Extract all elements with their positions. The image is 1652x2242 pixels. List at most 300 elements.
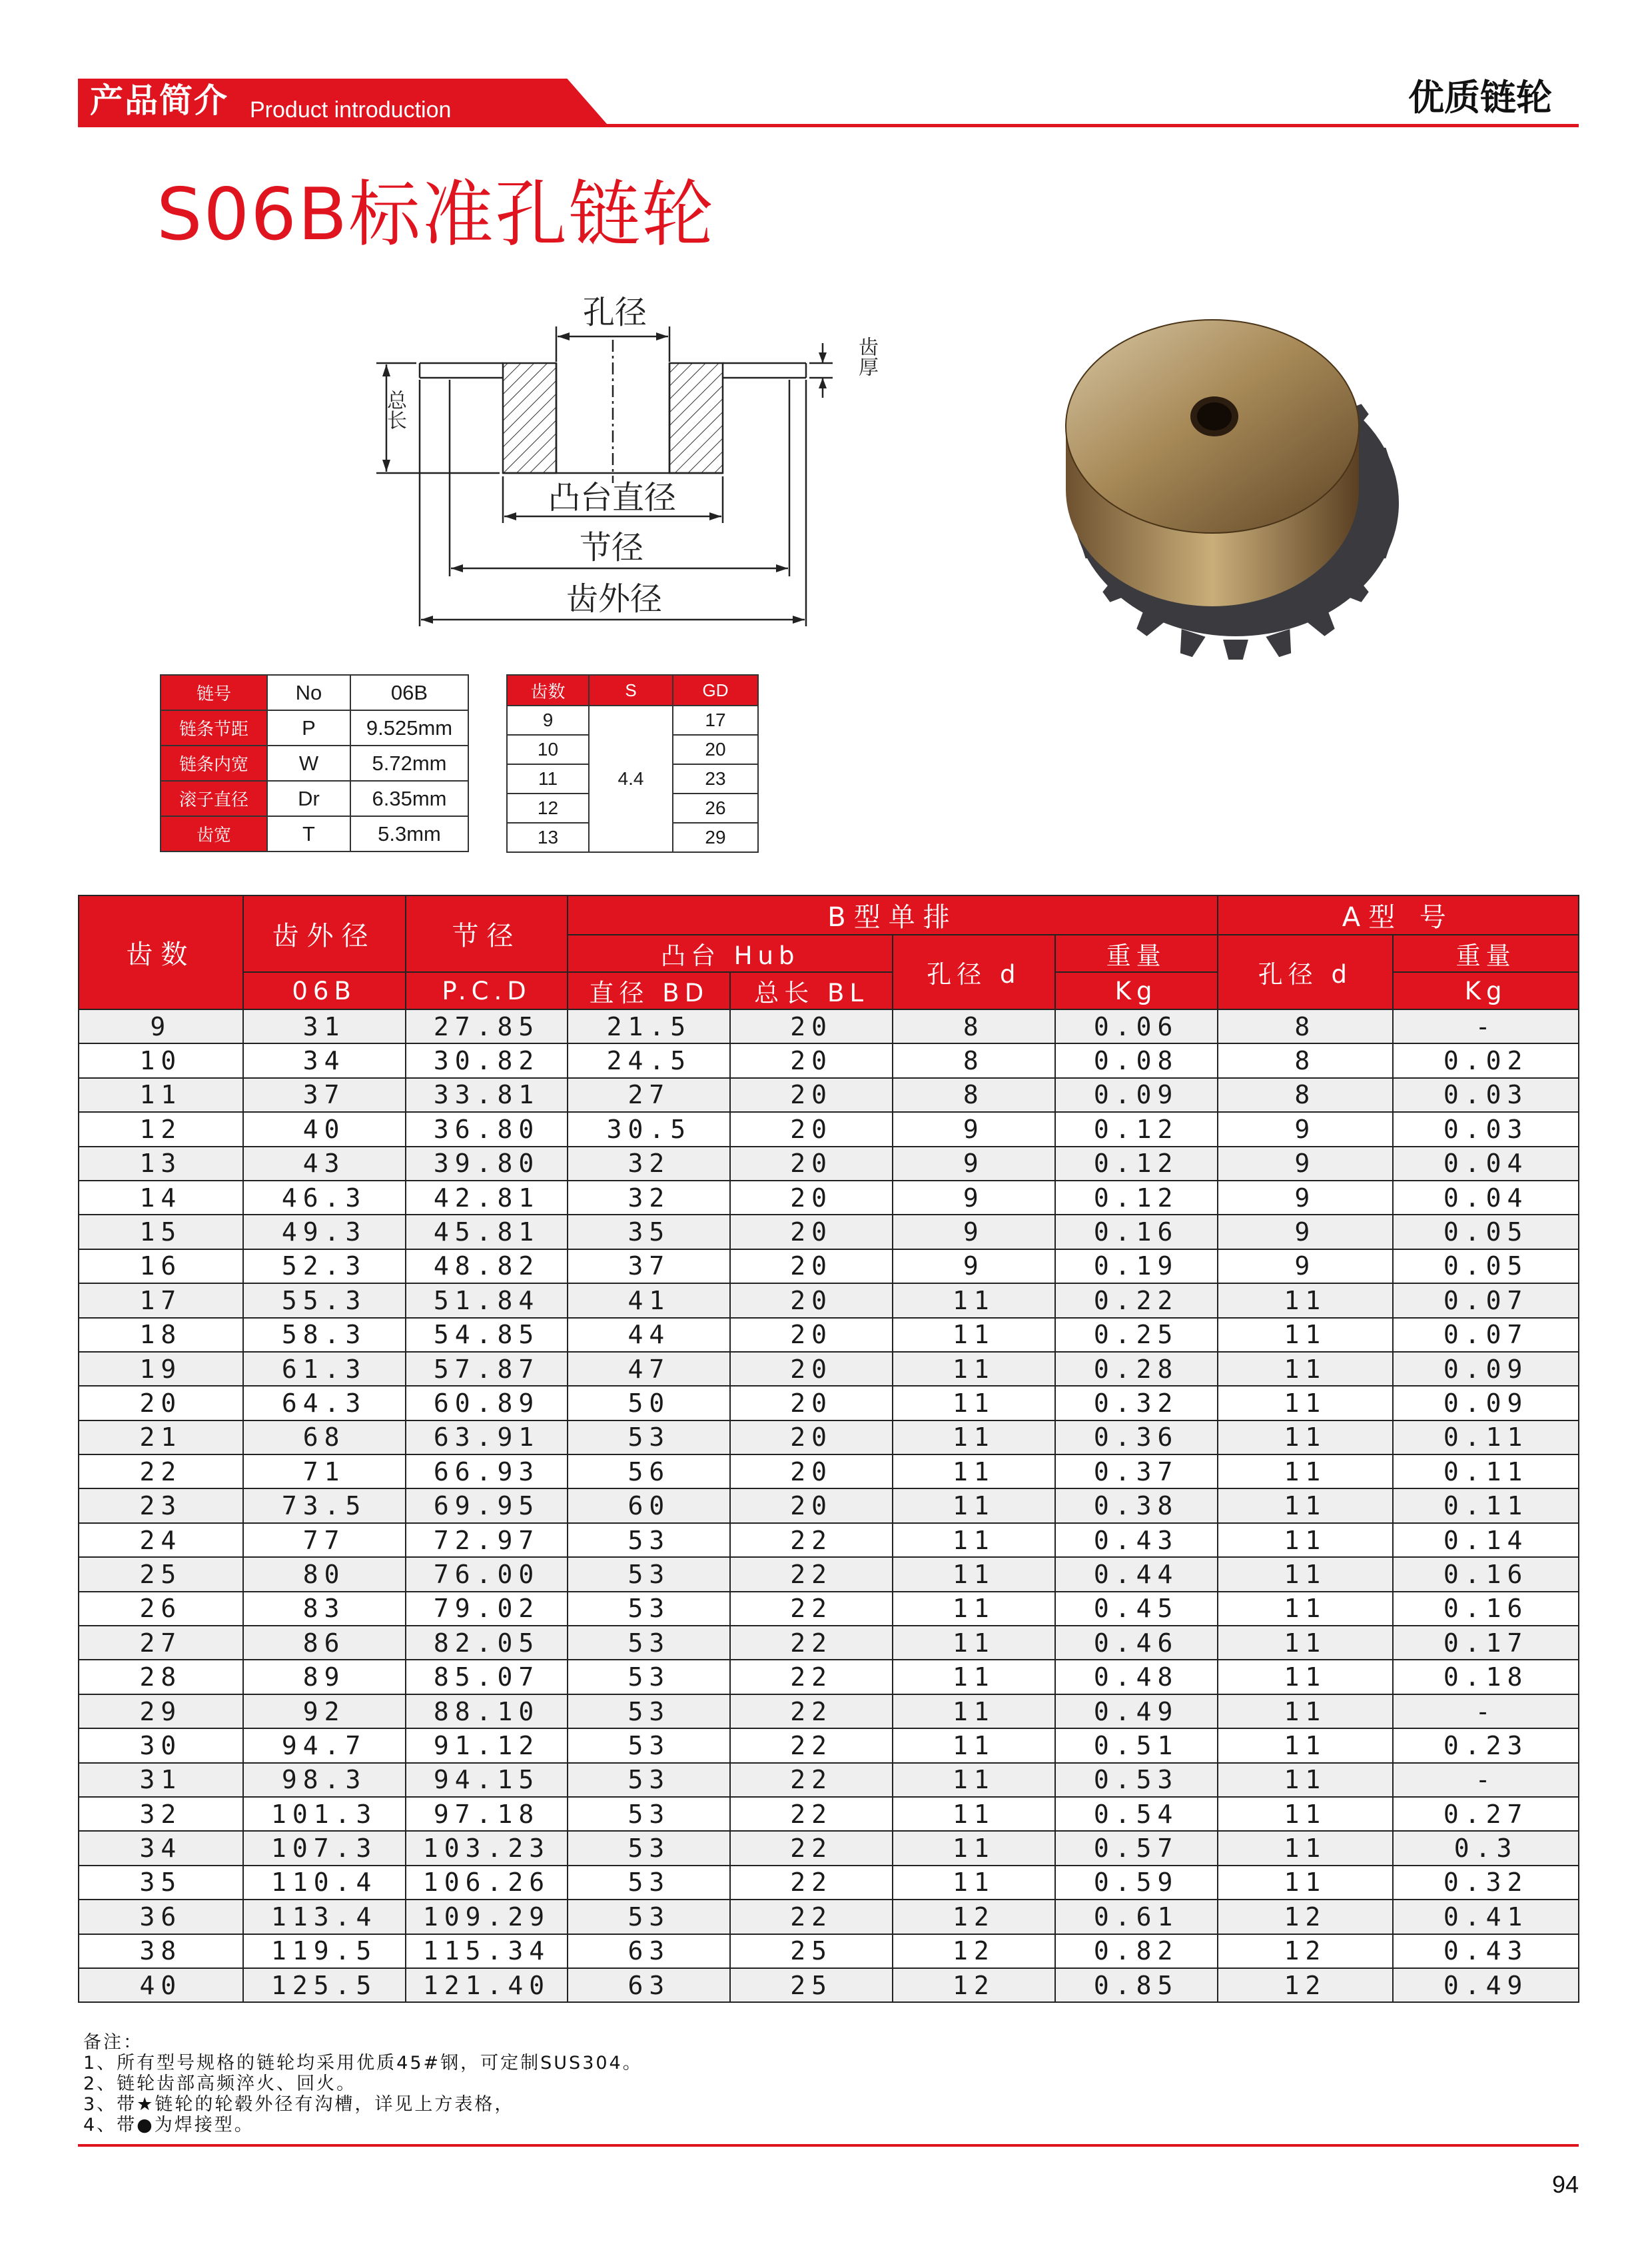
col-gd: GD (673, 675, 758, 706)
cell-hub-bd: 53 (568, 1797, 730, 1831)
cell-hub-bd: 63 (568, 1968, 730, 2002)
cell-hub-bl: 20 (730, 1454, 893, 1488)
cell-bore: 12 (893, 1968, 1055, 2002)
cell-a-weight: 0.11 (1393, 1454, 1579, 1488)
cell-a-bore: 11 (1218, 1557, 1394, 1591)
note-item: 2、链轮齿部高频淬火、回火。 (83, 2073, 357, 2094)
cell-hub-bl: 22 (730, 1557, 893, 1591)
cell-outer-diameter: 89 (243, 1660, 406, 1694)
cell-a-bore: 8 (1218, 1043, 1394, 1077)
cell-teeth: 20 (79, 1386, 243, 1420)
spec-row (161, 781, 468, 816)
cell-hub-bl: 20 (730, 1181, 893, 1215)
cell-a-weight: 0.07 (1393, 1318, 1579, 1352)
cell-weight: 0.46 (1055, 1626, 1218, 1660)
spec-row (161, 816, 468, 851)
cell-bore: 11 (893, 1557, 1055, 1591)
table-row (79, 1968, 1579, 2002)
cell-a-bore: 9 (1218, 1147, 1394, 1181)
groove-teeth: 13 (507, 823, 589, 852)
cell-bore: 11 (893, 1386, 1055, 1420)
cell-weight: 0.49 (1055, 1694, 1218, 1728)
table-row (79, 1454, 1579, 1488)
cell-pcd: 27.85 (406, 1009, 568, 1043)
table-row (79, 1420, 1579, 1454)
table-row (79, 1078, 1579, 1112)
cell-teeth: 25 (79, 1557, 243, 1591)
cell-weight: 0.45 (1055, 1592, 1218, 1626)
cell-hub-bd: 53 (568, 1592, 730, 1626)
cell-hub-bd: 30.5 (568, 1112, 730, 1146)
th-outer-diameter: 齿外径 (243, 895, 406, 972)
spec-value: 5.72mm (350, 746, 468, 781)
cell-a-weight: 0.18 (1393, 1660, 1579, 1694)
label-bore: 孔径 (583, 294, 647, 331)
cell-bore: 9 (893, 1215, 1055, 1249)
cell-hub-bd: 53 (568, 1557, 730, 1591)
cell-teeth: 31 (79, 1763, 243, 1797)
cell-pcd: 103.23 (406, 1831, 568, 1865)
cell-a-weight: 0.16 (1393, 1592, 1579, 1626)
th-a-weight-unit: Kg (1393, 972, 1579, 1009)
cell-hub-bd: 44 (568, 1318, 730, 1352)
cell-bore: 11 (893, 1694, 1055, 1728)
footer-rule (78, 2144, 1579, 2147)
cell-a-bore: 11 (1218, 1728, 1394, 1762)
cell-hub-bl: 20 (730, 1488, 893, 1522)
cell-hub-bd: 56 (568, 1454, 730, 1488)
cell-a-bore: 11 (1218, 1386, 1394, 1420)
sprocket-table-body (79, 1009, 1579, 2002)
cell-outer-diameter: 49.3 (243, 1215, 406, 1249)
cell-a-weight: 0.03 (1393, 1078, 1579, 1112)
th-a-bore: 孔径 d (1218, 935, 1394, 1009)
groove-teeth: 12 (507, 794, 589, 823)
notes (83, 2032, 643, 2135)
table-row (79, 1318, 1579, 1352)
table-row (79, 1900, 1579, 1934)
cell-hub-bd: 53 (568, 1728, 730, 1762)
spec-label: 链号 (161, 675, 267, 710)
cell-a-bore: 11 (1218, 1831, 1394, 1865)
groove-table-header (507, 675, 758, 706)
cell-teeth: 26 (79, 1592, 243, 1626)
cell-bore: 9 (893, 1112, 1055, 1146)
cell-teeth: 40 (79, 1968, 243, 2002)
cell-a-weight: 0.09 (1393, 1386, 1579, 1420)
cell-bore: 11 (893, 1523, 1055, 1557)
cell-hub-bl: 20 (730, 1078, 893, 1112)
cell-hub-bd: 21.5 (568, 1009, 730, 1043)
cell-teeth: 19 (79, 1352, 243, 1386)
cell-pcd: 54.85 (406, 1318, 568, 1352)
groove-gd: 20 (673, 735, 758, 764)
cell-a-weight: 0.03 (1393, 1112, 1579, 1146)
table-row (79, 1043, 1579, 1077)
cell-weight: 0.09 (1055, 1078, 1218, 1112)
cell-bore: 8 (893, 1043, 1055, 1077)
cell-weight: 0.48 (1055, 1660, 1218, 1694)
cell-bore: 11 (893, 1763, 1055, 1797)
th-hub: 凸台 Hub (568, 935, 893, 972)
cell-a-weight: 0.09 (1393, 1352, 1579, 1386)
table-row (79, 1626, 1579, 1660)
cell-pcd: 115.34 (406, 1934, 568, 1968)
cell-teeth: 23 (79, 1488, 243, 1522)
cell-pcd: 82.05 (406, 1626, 568, 1660)
cell-outer-diameter: 107.3 (243, 1831, 406, 1865)
cell-hub-bd: 60 (568, 1488, 730, 1522)
cell-a-bore: 9 (1218, 1112, 1394, 1146)
cell-a-bore: 11 (1218, 1866, 1394, 1900)
cell-pcd: 106.26 (406, 1866, 568, 1900)
cell-teeth: 38 (79, 1934, 243, 1968)
cell-teeth: 27 (79, 1626, 243, 1660)
cell-a-weight: - (1393, 1694, 1579, 1728)
spec-symbol: T (267, 816, 350, 851)
table-row (79, 1557, 1579, 1591)
label-tooth-thickness: 齿厚 (855, 336, 878, 376)
groove-gd: 23 (673, 764, 758, 794)
header-rule (78, 124, 1579, 127)
cell-a-bore: 11 (1218, 1454, 1394, 1488)
cell-hub-bl: 22 (730, 1900, 893, 1934)
cell-hub-bd: 47 (568, 1352, 730, 1386)
cell-teeth: 34 (79, 1831, 243, 1865)
cell-weight: 0.85 (1055, 1968, 1218, 2002)
spec-symbol: W (267, 746, 350, 781)
cell-teeth: 36 (79, 1900, 243, 1934)
cell-hub-bd: 53 (568, 1763, 730, 1797)
table-row (79, 1181, 1579, 1215)
cell-teeth: 17 (79, 1283, 243, 1317)
cell-hub-bd: 63 (568, 1934, 730, 1968)
th-pitch-diameter: 节径 (406, 895, 568, 972)
table-row (79, 1112, 1579, 1146)
cell-weight: 0.38 (1055, 1488, 1218, 1522)
table-row (79, 1283, 1579, 1317)
brand-title: 优质链轮 (1408, 77, 1552, 119)
cell-weight: 0.51 (1055, 1728, 1218, 1762)
cell-teeth: 30 (79, 1728, 243, 1762)
cell-bore: 9 (893, 1249, 1055, 1283)
cell-bore: 11 (893, 1352, 1055, 1386)
cell-pcd: 51.84 (406, 1283, 568, 1317)
cell-teeth: 12 (79, 1112, 243, 1146)
table-row (79, 1488, 1579, 1522)
cell-weight: 0.19 (1055, 1249, 1218, 1283)
cell-a-bore: 9 (1218, 1181, 1394, 1215)
spec-value: 06B (350, 675, 468, 710)
cell-bore: 9 (893, 1181, 1055, 1215)
cell-weight: 0.28 (1055, 1352, 1218, 1386)
note-item: 3、带★链轮的轮毂外径有沟槽，详见上方表格， (83, 2094, 515, 2115)
cell-a-bore: 11 (1218, 1283, 1394, 1317)
th-pitch-sub: P.C.D (406, 972, 568, 1009)
th-a-weight: 重量 (1393, 935, 1579, 972)
cell-a-bore: 11 (1218, 1420, 1394, 1454)
cell-teeth: 14 (79, 1181, 243, 1215)
table-row (79, 1763, 1579, 1797)
cell-bore: 12 (893, 1900, 1055, 1934)
table-row (79, 1147, 1579, 1181)
cell-hub-bl: 22 (730, 1626, 893, 1660)
th-bd: 直径 BD (568, 972, 730, 1009)
cell-bore: 8 (893, 1009, 1055, 1043)
cell-teeth: 13 (79, 1147, 243, 1181)
cell-bore: 11 (893, 1797, 1055, 1831)
spec-value: 6.35mm (350, 781, 468, 816)
notes-heading: 备注： (83, 2032, 143, 2053)
cell-hub-bl: 20 (730, 1420, 893, 1454)
cell-bore: 8 (893, 1078, 1055, 1112)
cell-a-bore: 11 (1218, 1523, 1394, 1557)
cell-hub-bl: 20 (730, 1009, 893, 1043)
cell-a-bore: 12 (1218, 1934, 1394, 1968)
cell-outer-diameter: 125.5 (243, 1968, 406, 2002)
cell-weight: 0.12 (1055, 1112, 1218, 1146)
spec-row (161, 675, 468, 710)
page-title: S06B标准孔链轮 (157, 173, 715, 257)
cell-pcd: 66.93 (406, 1454, 568, 1488)
label-total-length: 总长 (383, 390, 406, 430)
cell-pcd: 39.80 (406, 1147, 568, 1181)
cell-pcd: 76.00 (406, 1557, 568, 1591)
cell-outer-diameter: 110.4 (243, 1866, 406, 1900)
cell-a-weight: 0.07 (1393, 1283, 1579, 1317)
cell-outer-diameter: 86 (243, 1626, 406, 1660)
cell-bore: 12 (893, 1934, 1055, 1968)
table-row (79, 1660, 1579, 1694)
table-row (79, 1215, 1579, 1249)
cell-a-bore: 8 (1218, 1009, 1394, 1043)
page-number: 94 (1551, 2171, 1579, 2198)
groove-teeth: 9 (507, 706, 589, 735)
cell-outer-diameter: 92 (243, 1694, 406, 1728)
cell-a-weight: - (1393, 1009, 1579, 1043)
th-outer-sub: 06B (243, 972, 406, 1009)
cell-a-bore: 11 (1218, 1694, 1394, 1728)
cell-a-bore: 9 (1218, 1215, 1394, 1249)
cell-outer-diameter: 98.3 (243, 1763, 406, 1797)
cell-teeth: 28 (79, 1660, 243, 1694)
cell-hub-bl: 20 (730, 1249, 893, 1283)
cell-hub-bl: 20 (730, 1386, 893, 1420)
label-hub-diameter: 凸台直径 (548, 479, 677, 516)
cell-weight: 0.43 (1055, 1523, 1218, 1557)
cell-a-weight: 0.11 (1393, 1420, 1579, 1454)
groove-teeth: 11 (507, 764, 589, 794)
cell-outer-diameter: 80 (243, 1557, 406, 1591)
cell-weight: 0.53 (1055, 1763, 1218, 1797)
cell-a-weight: 0.41 (1393, 1900, 1579, 1934)
cell-bore: 11 (893, 1318, 1055, 1352)
cell-pcd: 109.29 (406, 1900, 568, 1934)
cell-outer-diameter: 94.7 (243, 1728, 406, 1762)
cell-a-weight: 0.49 (1393, 1968, 1579, 2002)
cell-teeth: 29 (79, 1694, 243, 1728)
cell-hub-bd: 50 (568, 1386, 730, 1420)
cell-a-weight: 0.32 (1393, 1866, 1579, 1900)
cell-pcd: 45.81 (406, 1215, 568, 1249)
cell-hub-bl: 20 (730, 1283, 893, 1317)
spec-label: 齿宽 (161, 816, 267, 851)
sprocket-drawing (363, 283, 903, 650)
table-row (79, 1386, 1579, 1420)
cell-bore: 11 (893, 1420, 1055, 1454)
cell-teeth: 15 (79, 1215, 243, 1249)
cell-a-weight: 0.14 (1393, 1523, 1579, 1557)
th-teeth: 齿数 (79, 895, 243, 1009)
cell-teeth: 11 (79, 1078, 243, 1112)
table-row (79, 1592, 1579, 1626)
sprocket-spec-table (78, 895, 1579, 2003)
groove-gd: 17 (673, 706, 758, 735)
cell-weight: 0.61 (1055, 1900, 1218, 1934)
cell-weight: 0.37 (1055, 1454, 1218, 1488)
cell-a-bore: 11 (1218, 1797, 1394, 1831)
cell-hub-bl: 22 (730, 1866, 893, 1900)
cell-a-weight: 0.43 (1393, 1934, 1579, 1968)
cell-outer-diameter: 31 (243, 1009, 406, 1043)
cell-bore: 11 (893, 1831, 1055, 1865)
spec-symbol: Dr (267, 781, 350, 816)
section-title-cn: 产品简介 (90, 81, 228, 120)
spec-label: 链条节距 (161, 710, 267, 746)
cell-outer-diameter: 34 (243, 1043, 406, 1077)
spec-row (161, 746, 468, 781)
cell-a-weight: 0.05 (1393, 1215, 1579, 1249)
groove-s-value: 4.4 (589, 706, 673, 852)
cell-pcd: 33.81 (406, 1078, 568, 1112)
cell-bore: 11 (893, 1660, 1055, 1694)
cell-a-weight: 0.23 (1393, 1728, 1579, 1762)
table-row (79, 1694, 1579, 1728)
cell-a-bore: 9 (1218, 1249, 1394, 1283)
cell-hub-bl: 20 (730, 1147, 893, 1181)
note-item: 1、所有型号规格的链轮均采用优质45#钢，可定制SUS304。 (83, 2053, 643, 2073)
cell-hub-bd: 35 (568, 1215, 730, 1249)
cell-hub-bd: 53 (568, 1523, 730, 1557)
table-row (79, 1009, 1579, 1043)
spec-symbol: No (267, 675, 350, 710)
cell-pcd: 121.40 (406, 1968, 568, 2002)
cell-hub-bl: 25 (730, 1934, 893, 1968)
cell-hub-bl: 20 (730, 1352, 893, 1386)
cell-hub-bd: 53 (568, 1660, 730, 1694)
th-b-type: B型单排 (568, 895, 1217, 935)
cell-bore: 11 (893, 1866, 1055, 1900)
cell-hub-bd: 37 (568, 1249, 730, 1283)
cell-outer-diameter: 37 (243, 1078, 406, 1112)
cell-teeth: 10 (79, 1043, 243, 1077)
cell-hub-bd: 27 (568, 1078, 730, 1112)
cell-weight: 0.82 (1055, 1934, 1218, 1968)
cell-a-weight: 0.04 (1393, 1147, 1579, 1181)
groove-table (506, 674, 759, 853)
cell-pcd: 85.07 (406, 1660, 568, 1694)
spec-symbol: P (267, 710, 350, 746)
cell-a-bore: 8 (1218, 1078, 1394, 1112)
cell-outer-diameter: 61.3 (243, 1352, 406, 1386)
groove-teeth: 10 (507, 735, 589, 764)
cell-pcd: 48.82 (406, 1249, 568, 1283)
cell-pcd: 88.10 (406, 1694, 568, 1728)
cell-teeth: 22 (79, 1454, 243, 1488)
cell-hub-bl: 22 (730, 1797, 893, 1831)
cell-weight: 0.44 (1055, 1557, 1218, 1591)
section-title-en: Product introduction (250, 97, 452, 123)
cell-weight: 0.36 (1055, 1420, 1218, 1454)
cell-pcd: 91.12 (406, 1728, 568, 1762)
cell-hub-bd: 53 (568, 1866, 730, 1900)
cell-hub-bd: 32 (568, 1147, 730, 1181)
cell-teeth: 21 (79, 1420, 243, 1454)
spec-value: 5.3mm (350, 816, 468, 851)
cell-a-bore: 11 (1218, 1488, 1394, 1522)
cell-weight: 0.06 (1055, 1009, 1218, 1043)
cell-hub-bl: 25 (730, 1968, 893, 2002)
table-row (79, 1866, 1579, 1900)
groove-gd: 26 (673, 794, 758, 823)
cell-hub-bd: 24.5 (568, 1043, 730, 1077)
cell-a-bore: 11 (1218, 1660, 1394, 1694)
cell-weight: 0.08 (1055, 1043, 1218, 1077)
cell-bore: 11 (893, 1283, 1055, 1317)
cell-a-bore: 12 (1218, 1900, 1394, 1934)
table-row (79, 1352, 1579, 1386)
cell-teeth: 16 (79, 1249, 243, 1283)
cell-outer-diameter: 73.5 (243, 1488, 406, 1522)
cell-a-bore: 11 (1218, 1318, 1394, 1352)
cell-pcd: 36.80 (406, 1112, 568, 1146)
cell-outer-diameter: 64.3 (243, 1386, 406, 1420)
cell-teeth: 24 (79, 1523, 243, 1557)
cell-a-weight: 0.16 (1393, 1557, 1579, 1591)
cell-outer-diameter: 46.3 (243, 1181, 406, 1215)
cell-hub-bl: 22 (730, 1763, 893, 1797)
cell-teeth: 32 (79, 1797, 243, 1831)
cell-a-bore: 11 (1218, 1592, 1394, 1626)
cell-pcd: 79.02 (406, 1592, 568, 1626)
cell-outer-diameter: 101.3 (243, 1797, 406, 1831)
cell-teeth: 18 (79, 1318, 243, 1352)
cell-outer-diameter: 71 (243, 1454, 406, 1488)
cell-a-bore: 12 (1218, 1968, 1394, 2002)
table-row (79, 1797, 1579, 1831)
cell-hub-bl: 22 (730, 1660, 893, 1694)
chain-spec-table (160, 674, 469, 852)
spec-label: 滚子直径 (161, 781, 267, 816)
cell-outer-diameter: 77 (243, 1523, 406, 1557)
cell-outer-diameter: 58.3 (243, 1318, 406, 1352)
cell-a-weight: 0.3 (1393, 1831, 1579, 1865)
cell-weight: 0.12 (1055, 1147, 1218, 1181)
cell-weight: 0.59 (1055, 1866, 1218, 1900)
cell-weight: 0.32 (1055, 1386, 1218, 1420)
th-bl: 总长 BL (730, 972, 893, 1009)
table-row (79, 1249, 1579, 1283)
th-bore: 孔径 d (893, 935, 1055, 1009)
cell-hub-bl: 20 (730, 1043, 893, 1077)
sprocket-image (1013, 313, 1439, 660)
cell-pcd: 60.89 (406, 1386, 568, 1420)
cell-hub-bl: 20 (730, 1112, 893, 1146)
cell-hub-bd: 53 (568, 1626, 730, 1660)
col-s: S (589, 675, 673, 706)
cell-hub-bl: 22 (730, 1831, 893, 1865)
spec-label: 链条内宽 (161, 746, 267, 781)
